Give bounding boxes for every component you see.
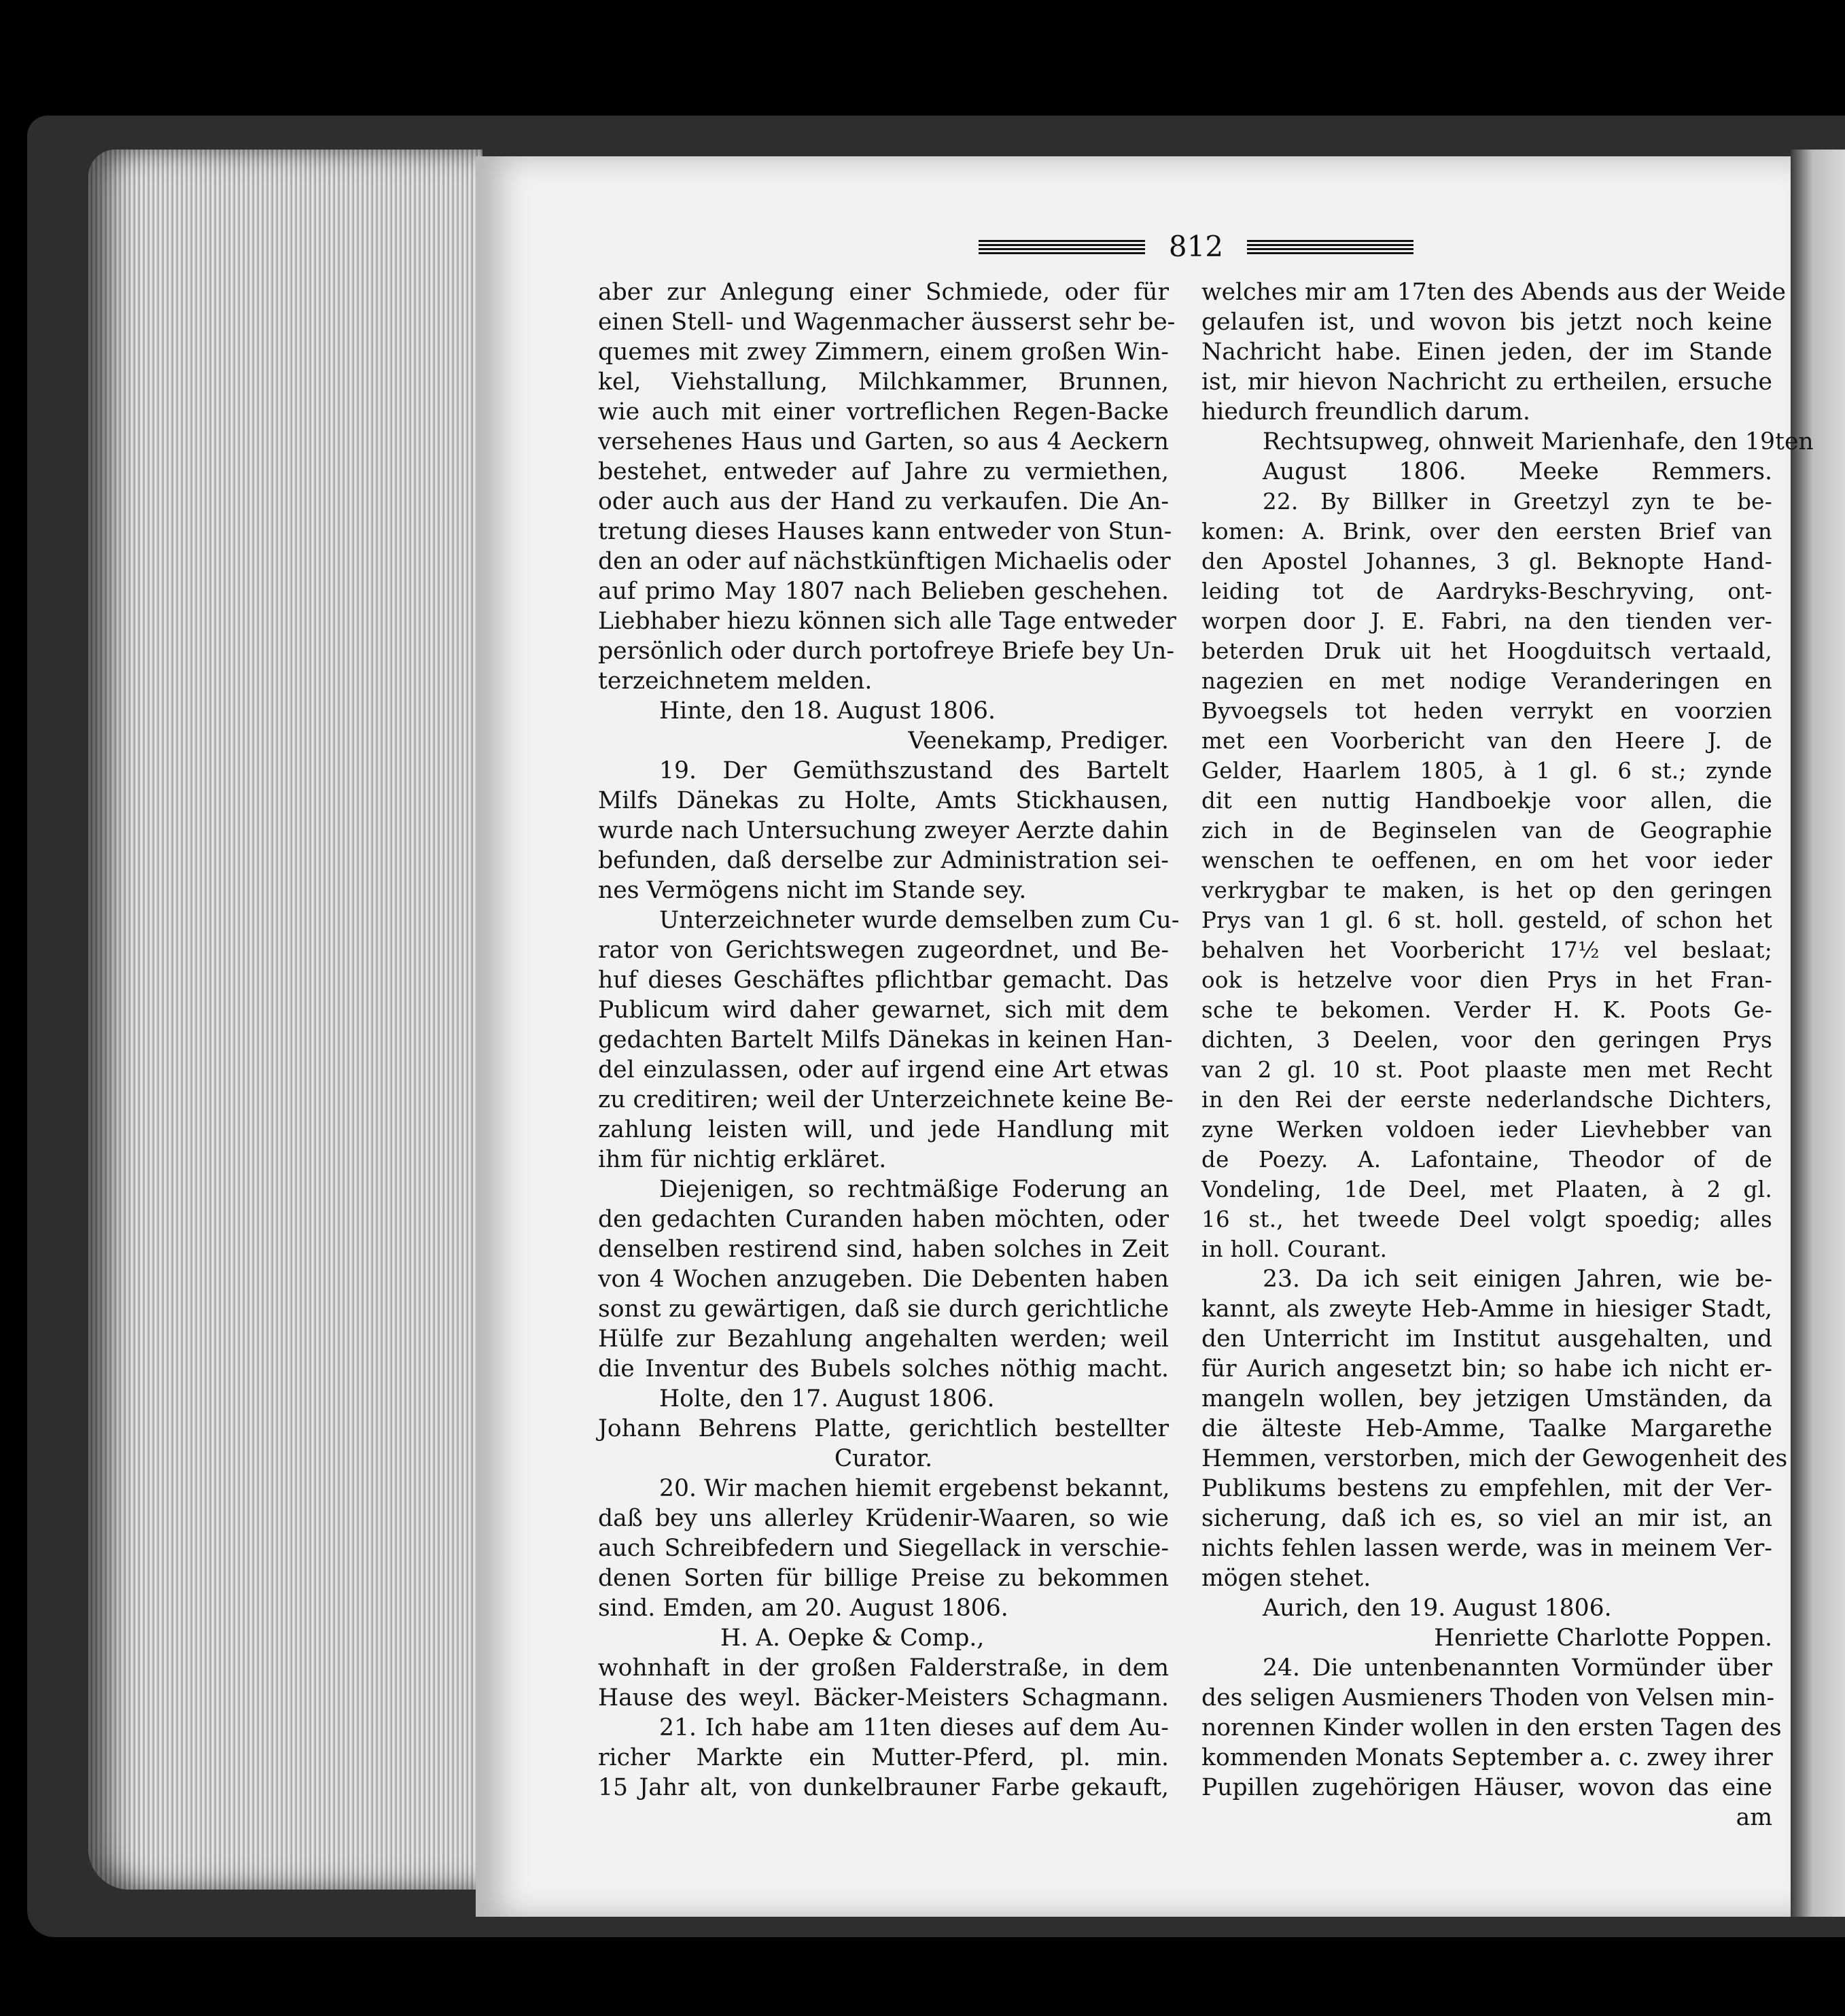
text-line: behalven het Voorbericht 17½ vel beslaat;: [1201, 937, 1772, 963]
text-line: Prys van 1 gl. 6 st. holl. gesteld, of schon het: [1201, 907, 1772, 933]
text-line: persönlich oder durch portofreye Briefe bey Un-: [598, 638, 1175, 665]
text-line: mangeln wollen, bey jetzigen Umständen, da: [1201, 1385, 1772, 1412]
text-line: die Inventur des Bubels solches nöthig macht.: [598, 1355, 1169, 1383]
text-line: rator von Gerichtswegen zugeordnet, und Be-: [598, 937, 1169, 964]
text-line: terzeichnetem melden.: [598, 667, 873, 695]
text-line: H. A. Oepke & Comp.,: [720, 1624, 985, 1652]
text-line: worpen door J. E. Fabri, na den tienden ver-: [1201, 608, 1772, 634]
text-line: kommenden Monats September a. c. zwey ihrer: [1201, 1744, 1773, 1771]
text-line: befunden, daß derselbe zur Administration sei-: [598, 847, 1169, 874]
header-rule-left: [979, 240, 1145, 255]
text-line: zyne Werken voldoen ieder Lievhebber van: [1201, 1117, 1772, 1143]
text-line: 21. Ich habe am 11ten dieses auf dem Au-: [659, 1714, 1169, 1741]
text-line: Gelder, Haarlem 1805, à 1 gl. 6 st.; zynde: [1201, 758, 1772, 784]
text-line: zich in de Beginselen van de Geographie: [1201, 818, 1772, 844]
text-line: kannt, als zweyte Heb-Amme in hiesiger Stadt,: [1201, 1296, 1772, 1323]
header-rule-right: [1247, 240, 1413, 255]
text-line: August 1806. Meeke Remmers.: [1263, 458, 1772, 485]
text-line: 20. Wir machen hiemit ergebenst bekannt,: [659, 1475, 1170, 1502]
text-line: in holl. Courant.: [1201, 1236, 1388, 1262]
text-line: hiedurch freundlich darum.: [1201, 398, 1530, 425]
text-line: Unterzeichneter wurde demselben zum Cu-: [659, 907, 1180, 934]
page-number: 812: [1168, 230, 1224, 263]
text-line: tretung dieses Hauses kann entweder von Stun-: [598, 518, 1172, 545]
text-line: die älteste Heb-Amme, Taalke Margarethe: [1201, 1415, 1772, 1442]
text-line: nichts fehlen lassen werde, was in meinem Ver-: [1201, 1535, 1772, 1562]
text-line: norennen Kinder wollen in den ersten Tagen des: [1201, 1714, 1782, 1741]
text-line: komen: A. Brink, over den eersten Brief van: [1201, 519, 1772, 544]
text-line: mögen stehet.: [1201, 1565, 1371, 1592]
text-line: am: [1736, 1804, 1772, 1831]
text-line: einen Stell- und Wagenmacher äusserst sehr be-: [598, 309, 1176, 336]
text-line: Pupillen zugehörigen Häuser, wovon das eine: [1201, 1774, 1772, 1801]
page-header: [979, 230, 1413, 268]
text-line: 24. Die untenbenannten Vormünder über: [1263, 1654, 1772, 1682]
text-line: bestehet, entweder auf Jahre zu vermiethen,: [598, 458, 1169, 485]
text-line: von 4 Wochen anzugeben. Die Debenten haben: [598, 1266, 1169, 1293]
text-line: Byvoegsels tot heden verrykt en voorzien: [1201, 698, 1772, 724]
text-line: Hemmen, verstorben, mich der Gewogenheit des: [1201, 1445, 1788, 1472]
text-line: auch Schreibfedern und Siegellack in verschie-: [598, 1535, 1169, 1562]
text-line: gelaufen ist, und wovon bis jetzt noch keine: [1201, 309, 1772, 336]
text-line: für Aurich angesetzt bin; so habe ich nicht er-: [1201, 1355, 1772, 1383]
text-line: beterden Druk uit het Hoogduitsch vertaald,: [1201, 638, 1772, 664]
text-line: Milfs Dänekas zu Holte, Amts Stickhausen,: [598, 787, 1169, 814]
text-line: nes Vermögens nicht im Stande sey.: [598, 877, 1027, 904]
text-line: oder auch aus der Hand zu verkaufen. Die An-: [598, 488, 1169, 515]
text-line: wurde nach Untersuchung zweyer Aerzte dahin: [598, 817, 1169, 844]
text-line: wohnhaft in der großen Falderstraße, in dem: [598, 1654, 1169, 1682]
text-line: 23. Da ich seit einigen Jahren, wie be-: [1263, 1266, 1772, 1293]
text-line: Holte, den 17. August 1806.: [659, 1385, 995, 1412]
text-line: den Unterricht im Institut ausgehalten, und: [1201, 1325, 1772, 1353]
text-line: Johann Behrens Platte, gerichtlich bestellter: [598, 1415, 1169, 1442]
text-line: kel, Viehstallung, Milchkammer, Brunnen,: [598, 368, 1169, 396]
text-line: sind. Emden, am 20. August 1806.: [598, 1595, 1008, 1622]
text-line: denselben restirend sind, haben solches in Zeit: [598, 1236, 1169, 1263]
text-line: 19. Der Gemüthszustand des Bartelt: [659, 757, 1169, 784]
text-line: auf primo May 1807 nach Belieben geschehen.: [598, 578, 1169, 605]
text-line: Publicum wird daher gewarnet, sich mit dem: [598, 996, 1169, 1024]
left-text-column: [598, 277, 1180, 1803]
text-line: wenschen te oeffenen, en om het voor ieder: [1201, 848, 1772, 873]
text-line: ist, mir hievon Nachricht zu ertheilen, ersuche: [1201, 368, 1772, 396]
text-line: den gedachten Curanden haben möchten, oder: [598, 1206, 1169, 1233]
text-line: Hülfe zur Bezahlung angehalten werden; weil: [598, 1325, 1169, 1353]
text-line: Hinte, den 18. August 1806.: [659, 697, 996, 725]
text-line: leiding tot de Aardryks-Beschryving, ont-: [1201, 578, 1772, 604]
text-line: zahlung leisten will, und jede Handlung mit: [598, 1116, 1169, 1143]
text-line: Hause des weyl. Bäcker-Meisters Schagmann.: [598, 1684, 1169, 1711]
text-line: 16 st., het tweede Deel volgt spoedig; alles: [1201, 1206, 1772, 1232]
text-line: huf dieses Geschäftes pflichtbar gemacht. Das: [598, 967, 1169, 994]
text-line: versehenes Haus und Garten, so aus 4 Aeckern: [598, 428, 1169, 455]
text-line: daß bey uns allerley Krüdenir-Waaren, so wie: [598, 1505, 1169, 1532]
text-line: aber zur Anlegung einer Schmiede, oder für: [598, 279, 1169, 306]
text-line: sonst zu gewärtigen, daß sie durch gerichtliche: [598, 1296, 1169, 1323]
text-line: ook is hetzelve voor dien Prys in het Fran-: [1201, 967, 1772, 993]
text-line: sche te bekomen. Verder H. K. Poots Ge-: [1201, 997, 1772, 1023]
text-line: sicherung, daß ich es, so viel an mir ist, an: [1201, 1505, 1772, 1532]
text-line: 15 Jahr alt, von dunkelbrauner Farbe gekauft,: [598, 1774, 1169, 1801]
text-line: Diejenigen, so rechtmäßige Foderung an: [659, 1176, 1169, 1203]
text-line: 22. By Billker in Greetzyl zyn te be-: [1263, 489, 1772, 515]
text-line: in den Rei der eerste nederlandsche Dichters,: [1201, 1087, 1772, 1113]
text-line: verkrygbar te maken, is het op den geringen: [1201, 877, 1772, 903]
text-line: den an oder auf nächstkünftigen Michaelis oder: [598, 548, 1171, 575]
text-line: dichten, 3 Deelen, voor den geringen Prys: [1201, 1027, 1772, 1053]
right-text-column: [1201, 277, 1814, 1832]
text-line: nagezien en met nodige Veranderingen en: [1201, 668, 1772, 694]
text-line: wie auch mit einer vortreflichen Regen-Backe: [598, 398, 1169, 425]
page-edges: [88, 150, 482, 1890]
text-line: quemes mit zwey Zimmern, einem großen Win-: [598, 338, 1169, 366]
text-line: Nachricht habe. Einen jeden, der im Stande: [1201, 338, 1772, 366]
text-line: del einzulassen, oder auf irgend eine Art etwas: [598, 1056, 1169, 1083]
text-line: Henriette Charlotte Poppen.: [1434, 1624, 1772, 1652]
text-line: Publikums bestens zu empfehlen, mit der Ver-: [1201, 1475, 1772, 1502]
text-line: Veenekamp, Prediger.: [908, 727, 1169, 754]
text-line: zu creditiren; weil der Unterzeichnete keine Be-: [598, 1086, 1174, 1113]
text-line: met een Voorbericht van den Heere J. de: [1201, 728, 1772, 754]
text-line: Vondeling, 1de Deel, met Plaaten, à 2 gl.: [1201, 1177, 1772, 1202]
text-line: welches mir am 17ten des Abends aus der Weide: [1201, 279, 1786, 306]
text-line: Liebhaber hiezu können sich alle Tage entweder: [598, 608, 1176, 635]
text-line: Rechtsupweg, ohnweit Marienhafe, den 19ten: [1263, 428, 1814, 455]
text-line: dit een nuttig Handboekje voor allen, die: [1201, 788, 1772, 814]
text-line: ihm für nichtig erkläret.: [598, 1146, 887, 1173]
text-line: denen Sorten für billige Preise zu bekommen: [598, 1565, 1169, 1592]
text-line: van 2 gl. 10 st. Poot plaaste men met Recht: [1201, 1057, 1772, 1083]
text-line: den Apostel Johannes, 3 gl. Beknopte Hand-: [1201, 549, 1772, 574]
text-line: de Poezy. A. Lafontaine, Theodor of de: [1201, 1147, 1772, 1172]
text-line: gedachten Bartelt Milfs Dänekas in keinen Han-: [598, 1026, 1173, 1054]
text-line: Aurich, den 19. August 1806.: [1263, 1595, 1612, 1622]
text-line: des seligen Ausmieners Thoden von Velsen min-: [1201, 1684, 1775, 1711]
facing-page-edge: [1791, 150, 1845, 1917]
text-line: richer Markte ein Mutter-Pferd, pl. min.: [598, 1744, 1169, 1771]
text-line: Curator.: [834, 1445, 933, 1472]
